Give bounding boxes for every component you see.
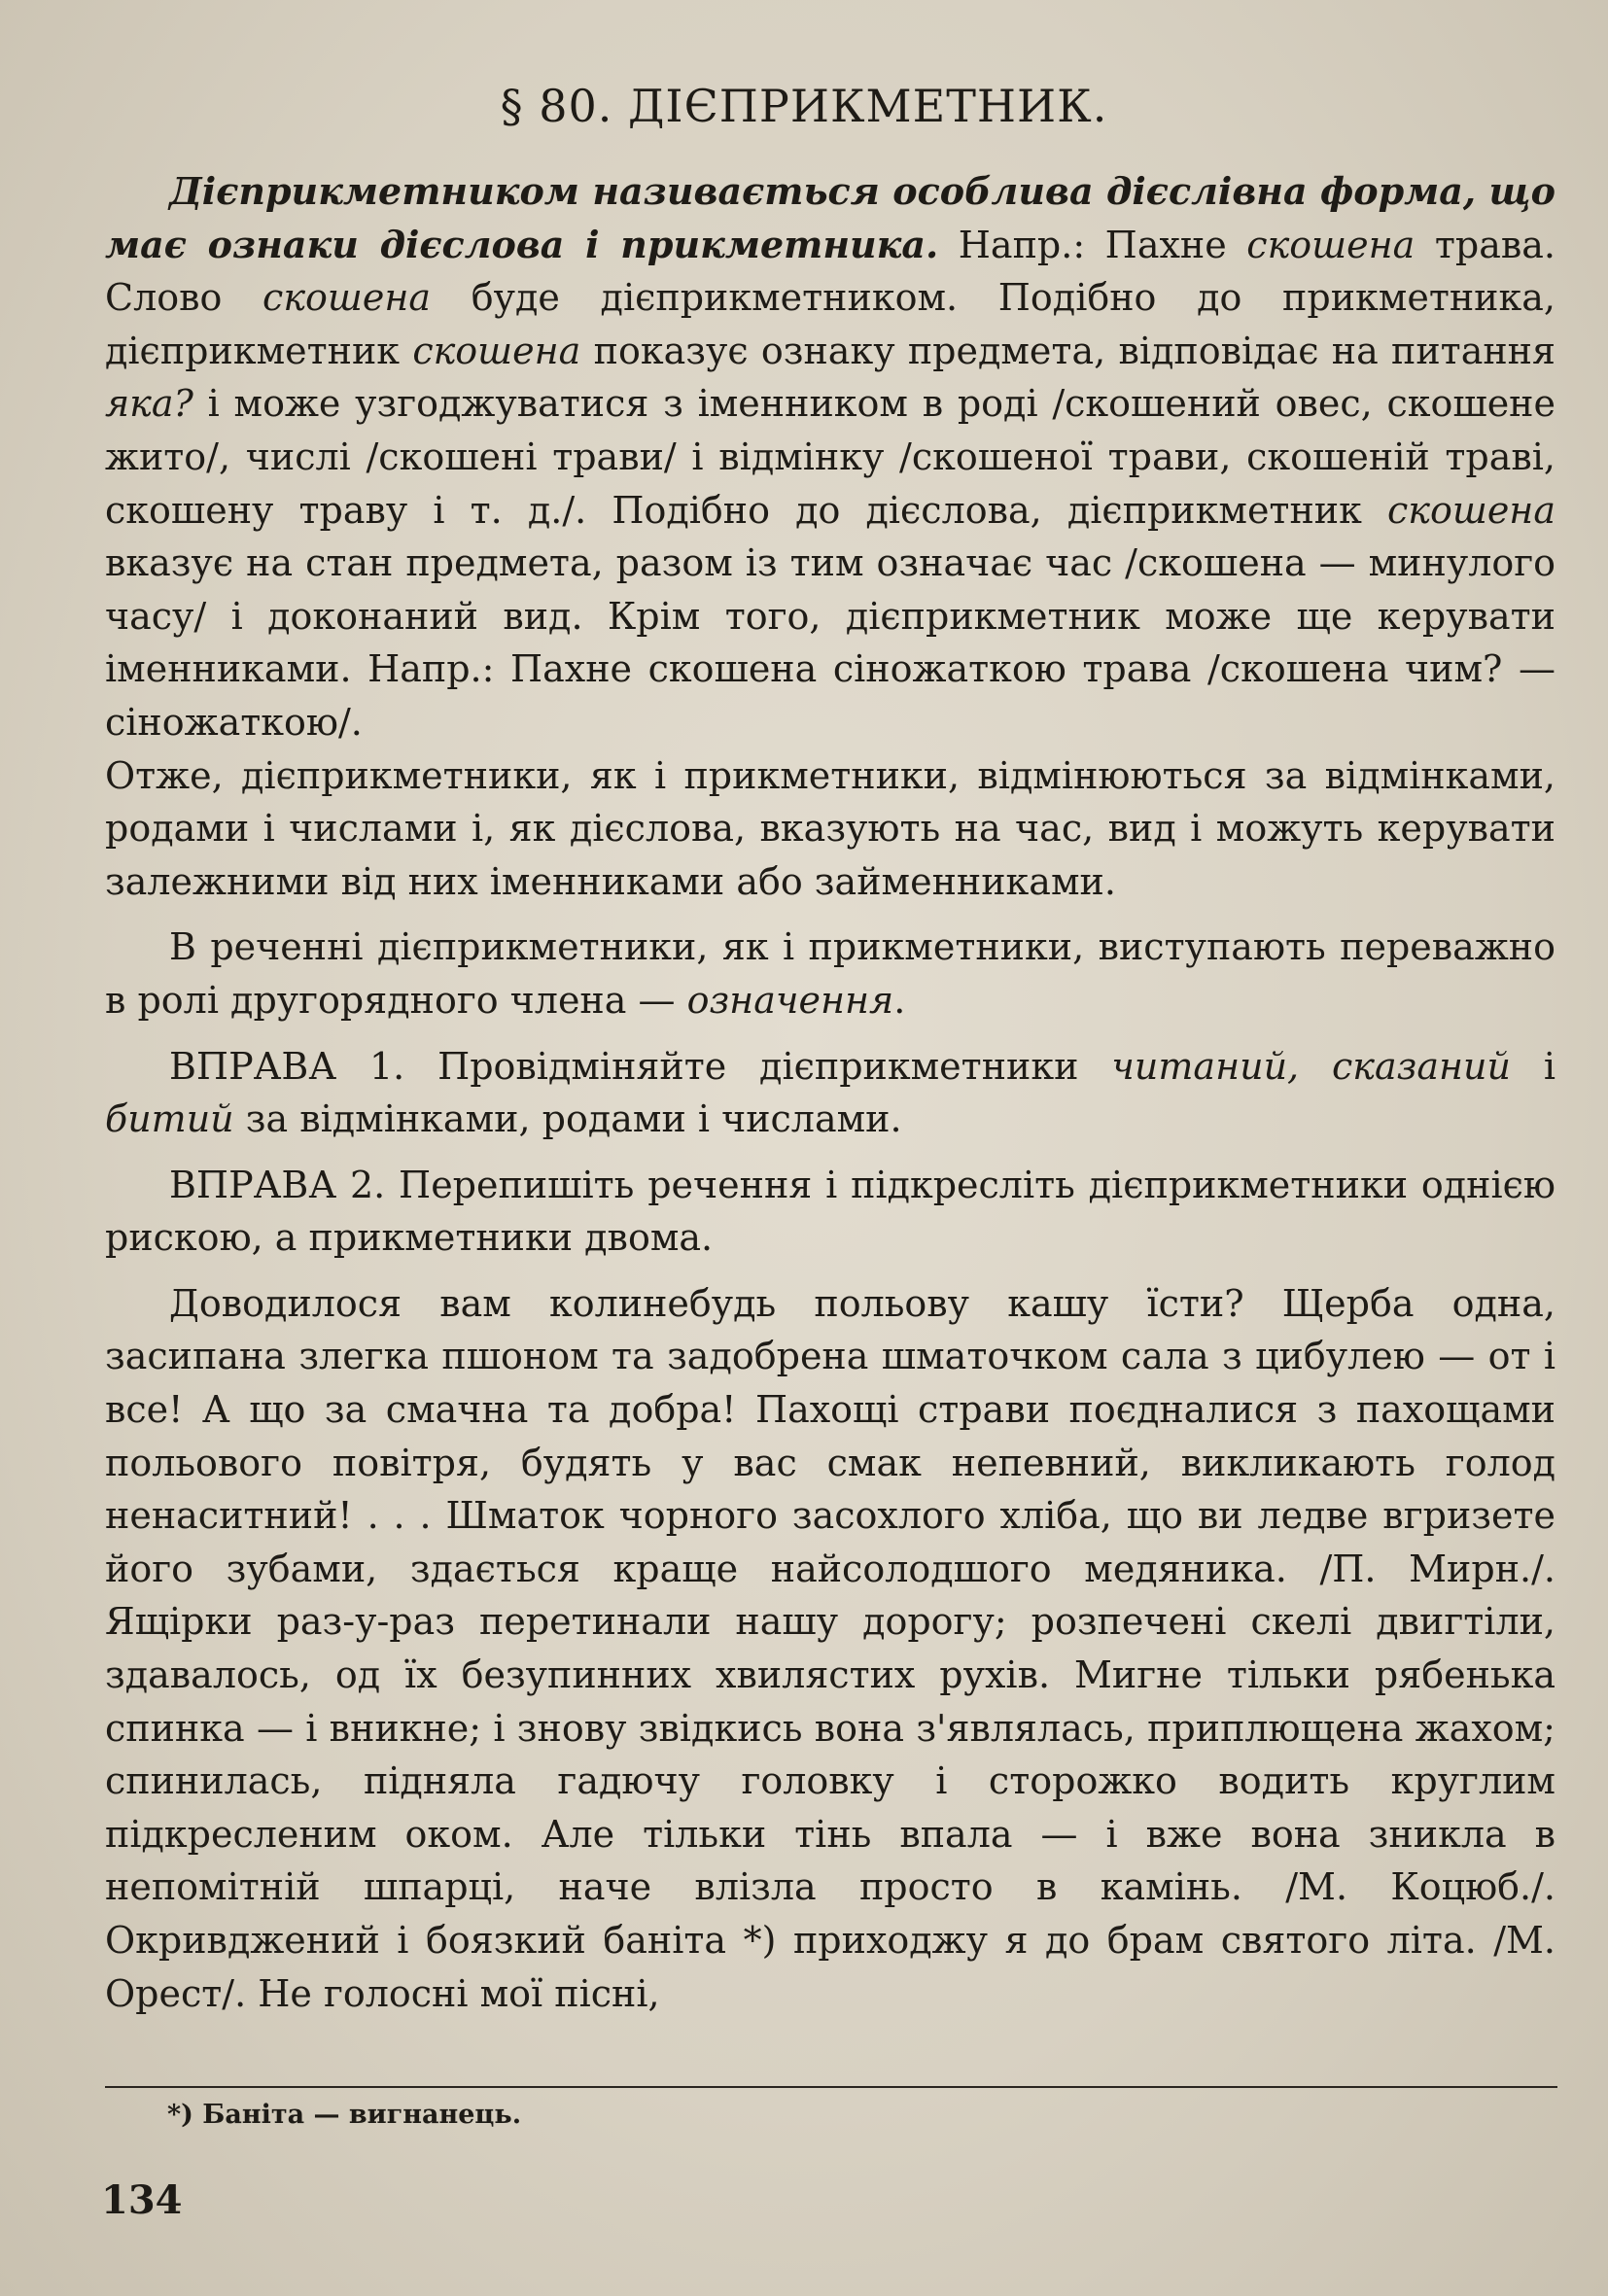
page-body <box>105 165 1556 2020</box>
text-run: ВПРАВА 2. Перепишіть речення і підкресліть дієприкметники однією рискою, а прикметники двома. <box>105 1163 1556 1260</box>
text-run: за відмінками, родами і числами. <box>233 1097 902 1141</box>
exercise-2 <box>105 1159 1556 1265</box>
italic-term: скошена <box>262 276 432 320</box>
text-run: Доводилося вам колинебудь польову кашу їсти? Щерба одна, засипана злегка пшоном та задобрена шматочком сала з цибулею — от і все! А що за смачна та добра! Пахощі страви поєдналися з пахощами польового повітря, будять у вас смак непевний, викликають голод ненаситний! . . . Шматок чорного засохлого хліба, що ви ледве вгризете його зубами, здається краще найсолодшого медяника. /П. Мирн./. Ящірки раз-у-раз перетинали нашу дорогу; розпечені скелі двигтіли, здавалось, од їх безупинних хвилястих рухів. Мигне тільки рябенька спинка — і вникне; і знову звідкись вона з'являлась, приплющена жахом; спинилась, підняла гадючу головку і сторожко водить круглим підкресленим оком. Але тільки тінь впала — і вже вона зникла в непомітній шпарці, наче влізла просто в камінь. /М. Коцюб./. Окривджений і боязкий баніта *) приходжу я до брам святого літа. /М. Орест/. Не голосні мої пісні, <box>105 1281 1556 2015</box>
paragraph-conclusion <box>105 749 1556 909</box>
text-run: . <box>893 978 906 1022</box>
page-number: 134 <box>101 2177 183 2223</box>
text-run: трава. Слово <box>105 223 1556 320</box>
italic-term: яка? <box>105 382 193 426</box>
footnote: *) Баніта — вигнанець. <box>167 2100 522 2130</box>
italic-term: читаний, сказаний <box>1111 1044 1511 1088</box>
text-run: показує ознаку предмета, відповідає на питання <box>580 329 1556 372</box>
italic-term: битий <box>105 1097 234 1141</box>
paragraph-definition <box>105 165 1556 749</box>
italic-term: скошена <box>1246 223 1416 266</box>
text-run: В реченні дієприкметники, як і прикметники, виступають переважно в ролі другорядного члена — <box>105 925 1556 1022</box>
text-run: і <box>1510 1044 1556 1088</box>
text-run: вказує на стан предмета, разом із тим означає час /скошена — минулого часу/ і доконаний вид. Крім того, дієприкметник може ще керувати іменниками. Напр.: Пахне скошена сіножаткою трава /скошена чим? — сіножаткою/. <box>105 541 1556 744</box>
italic-term: скошена <box>1386 488 1556 532</box>
italic-term: означення <box>686 978 894 1022</box>
paragraph-syntax-role <box>105 921 1556 1026</box>
definition-text: Дієприкметником називається особлива дієслівна форма, що має ознаки дієслова і прикметника. <box>105 169 1556 266</box>
text-run: буде дієприкметником. Подібно до прикметника, дієприкметник <box>105 276 1556 372</box>
text-run: ВПРАВА 1. Провідміняйте дієприкметники <box>169 1044 1112 1088</box>
section-title: § 80. ДІЄПРИКМЕТНИК. <box>500 80 1108 132</box>
text-run: Отже, дієприкметники, як і прикметники, відмінюються за відмінками, родами і числами і, як дієслова, вказують на час, вид і можуть керувати залежними від них іменниками або займенниками. <box>105 753 1556 903</box>
exercise-text <box>105 1277 1556 2020</box>
italic-term: скошена <box>412 329 581 372</box>
exercise-1 <box>105 1040 1556 1146</box>
text-run: Напр.: Пахне <box>938 223 1247 266</box>
text-run: і може узгоджуватися з іменником в роді /скошений овес, скошене жито/, числі /скошені трави/ і відмінку /скошеної трави, скошеній траві, скошену траву і т. д./. Подібно до дієслова, дієприкметник <box>105 382 1556 532</box>
footnote-divider <box>105 2086 1557 2088</box>
